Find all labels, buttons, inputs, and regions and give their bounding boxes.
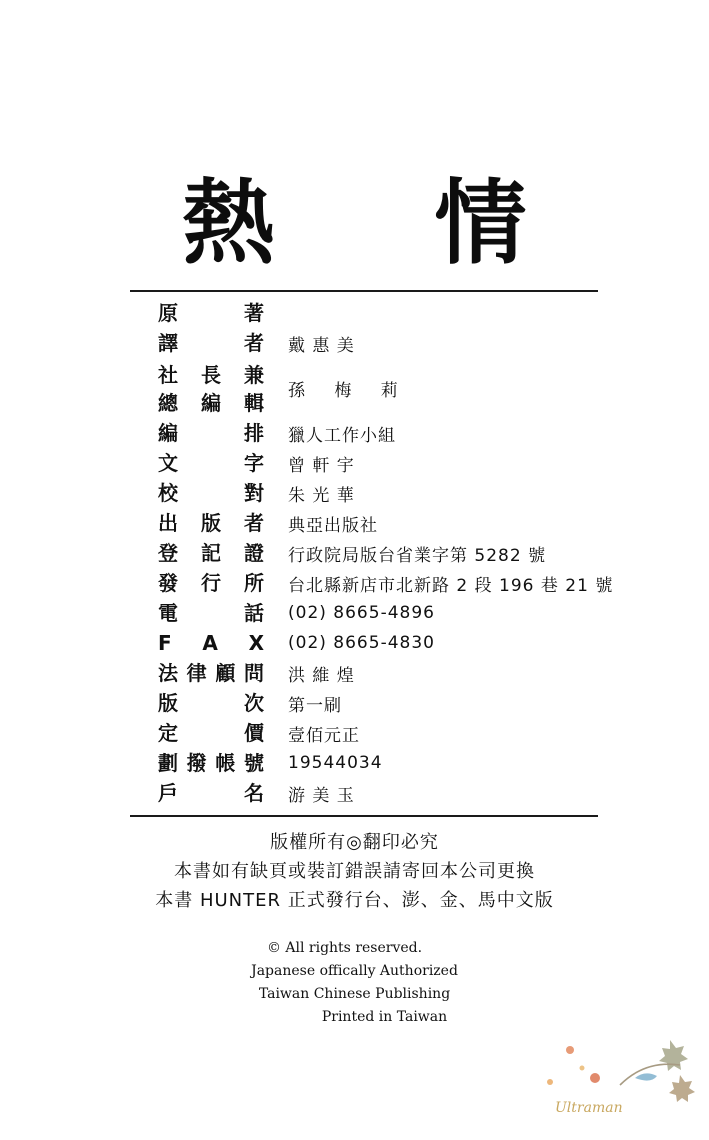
- leaf-bird-watermark-icon: [540, 1030, 700, 1125]
- credit-label: F A X: [158, 631, 264, 655]
- copyright-notice: 版權所有◎翻印必究: [270, 832, 439, 853]
- bottom-divider: [130, 815, 598, 817]
- credit-value: 行政院局版台省業字第 5282 號: [288, 545, 547, 566]
- credit-label: 編 排: [158, 421, 264, 445]
- svg-text:Ultraman: Ultraman: [555, 1100, 623, 1116]
- credit-label: 登 記 證: [158, 541, 264, 565]
- credit-label: 發 行 所: [158, 571, 264, 595]
- credit-row: [158, 778, 355, 808]
- credit-row: [158, 448, 355, 478]
- credit-label: 劃 撥 帳 號: [158, 751, 264, 775]
- credit-label: 文 字: [158, 451, 264, 475]
- credit-row: [158, 538, 547, 568]
- dual-role-line-1: 社 長 兼: [158, 363, 264, 387]
- credit-value: 曾 軒 宇: [288, 455, 355, 476]
- dual-role-label: [158, 361, 264, 417]
- credit-row: [158, 598, 435, 628]
- credit-row: [158, 478, 355, 508]
- credit-value: 第一刷: [288, 695, 342, 716]
- credit-row: [158, 568, 614, 598]
- credit-label: 電 話: [158, 601, 264, 625]
- credit-row: [158, 718, 360, 748]
- top-divider: [130, 290, 598, 292]
- credit-row: [158, 418, 396, 448]
- credit-value: 洪 維 煌: [288, 665, 355, 686]
- credit-row: [158, 658, 355, 688]
- credit-value: (02) 8665-4830: [288, 633, 435, 653]
- credit-row: [158, 508, 378, 538]
- book-title: 熱 情: [182, 169, 591, 277]
- credit-row: [158, 748, 383, 778]
- credit-value: 游 美 玉: [288, 785, 355, 806]
- credit-label: 譯 者: [158, 331, 264, 355]
- credit-label: 校 對: [158, 481, 264, 505]
- credit-value: 戴 惠 美: [288, 335, 355, 356]
- credit-row: [158, 298, 264, 328]
- dual-role-value: 孫 梅 莉: [288, 381, 410, 401]
- authorized-line: Japanese offically Authorized: [251, 963, 458, 979]
- credit-value: 朱 光 華: [288, 485, 355, 506]
- defect-notice: 本書如有缺頁或裝訂錯誤請寄回本公司更換: [174, 861, 535, 882]
- credit-value: 典亞出版社: [288, 515, 378, 536]
- credit-label: 原 著: [158, 301, 264, 325]
- credit-value: 壹佰元正: [288, 725, 360, 746]
- dual-role-line-2: 總 編 輯: [158, 391, 264, 415]
- credit-value: 19544034: [288, 753, 383, 773]
- credit-row: [158, 688, 342, 718]
- edition-notice: 本書 HUNTER 正式發行台、澎、金、馬中文版: [155, 890, 554, 911]
- credit-label: 版 次: [158, 691, 264, 715]
- credit-row: [158, 328, 355, 358]
- rights-line: © All rights reserved.: [266, 940, 423, 956]
- credit-label: 法 律 顧 問: [158, 661, 264, 685]
- credit-value: 台北縣新店市北新路 2 段 196 巷 21 號: [288, 575, 614, 596]
- credit-label: 出 版 者: [158, 511, 264, 535]
- credit-label: 戶 名: [158, 781, 264, 805]
- publishing-line: Taiwan Chinese Publishing: [258, 986, 451, 1002]
- credit-row: [158, 628, 435, 658]
- credit-value: 獵人工作小組: [288, 425, 396, 446]
- credit-label: 定 價: [158, 721, 264, 745]
- credit-value: (02) 8665-4896: [288, 603, 435, 623]
- printed-line: Printed in Taiwan: [321, 1009, 448, 1025]
